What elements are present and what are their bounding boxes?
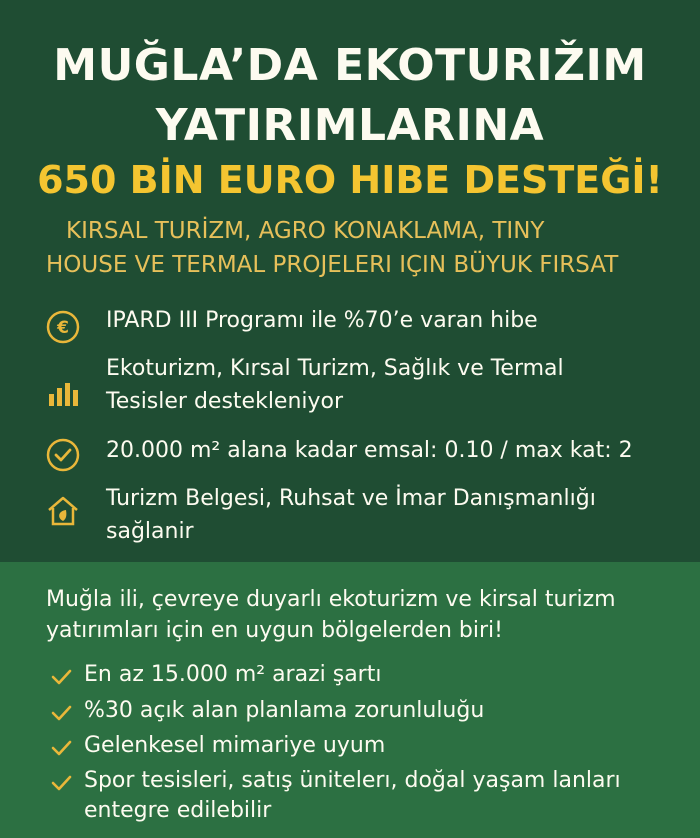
feature-line: Ekoturizm, Kırsal Turizm, Sağlık ve Termal: [106, 356, 564, 381]
feature-text: [106, 352, 676, 418]
house-leaf-icon: [46, 494, 80, 528]
headline-line-2: YATIRIMLARINA: [155, 100, 545, 151]
checkmark-icon: [50, 737, 72, 759]
checklist-line: %30 açık alan planlama zorunluluğu: [84, 698, 485, 723]
svg-text:€: €: [57, 318, 69, 338]
intro-paragraph: [46, 584, 686, 646]
feature-line: IPARD III Programı ile %70’e varan hibe: [106, 308, 538, 333]
subtitle-line-1: KIRSAL TURİZM, AGRO KONAKLAMA, TINY: [66, 218, 545, 244]
bar-chart-icon: [46, 376, 80, 410]
checklist-line: Gelenkesel mimariye uyum: [84, 733, 386, 758]
checkmark-icon: [50, 702, 72, 724]
feature-text: [106, 304, 676, 337]
checklist-line: Spor tesisleri, satış ünitelerı, doğal yaşam lanları: [84, 768, 621, 793]
subtitle-line-2: HOUSE VE TERMAL PROJELERI IÇIN BÜYUK FIRSAT: [46, 252, 619, 278]
feature-text: [106, 482, 676, 548]
intro-line: Muğla ili, çevreye duyarlı ekoturizm ve kirsal turizm: [46, 587, 616, 612]
checklist-text: [84, 696, 694, 726]
feature-line: Turizm Belgesi, Ruhsat ve İmar Danışmanlığı: [106, 486, 596, 511]
checklist-text: [84, 731, 694, 761]
checklist-line: En az 15.000 m² arazi şartı: [84, 662, 382, 687]
feature-line: 20.000 m² alana kadar emsal: 0.10 / max kat: 2: [106, 438, 633, 463]
feature-line: sağlanir: [106, 519, 194, 544]
feature-line: Tesisler destekleniyor: [106, 389, 344, 414]
checklist-line: entegre edilebilir: [84, 798, 272, 823]
headline-line-3: 650 BİN EURO HIBE DESTEĞİ!: [37, 158, 663, 202]
intro-line: yatırımları için en uygun bölgelerden biri!: [46, 618, 503, 643]
checkmark-icon: [50, 666, 72, 688]
checklist-text: [84, 766, 694, 826]
headline-line-1: MUĞLA’DA EKOTURIŽIM: [53, 40, 647, 91]
feature-text: [106, 434, 676, 467]
check-circle-icon: [46, 438, 80, 472]
euro-coin-icon: [46, 310, 80, 344]
checkmark-icon: [50, 772, 72, 794]
checklist-text: [84, 660, 694, 690]
